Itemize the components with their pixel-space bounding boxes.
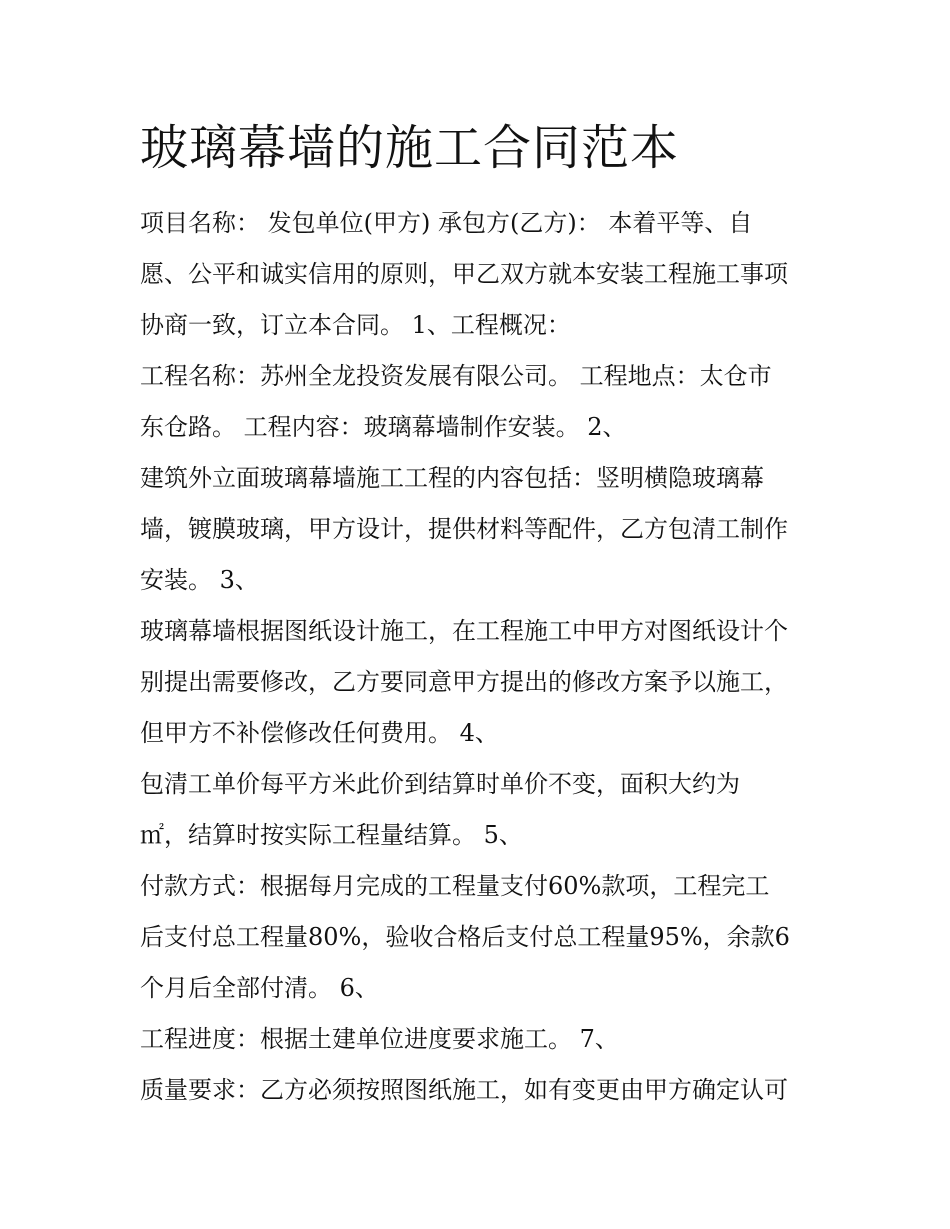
body-line: 包清工单价每平方米此价到结算时单价不变，面积大约为 [140,770,740,798]
document-body [140,198,820,1116]
body-line: 个月后全部付清。 6、 [140,974,379,1002]
body-line: 但甲方不补偿修改任何费用。 4、 [140,719,499,747]
body-line: 后支付总工程量80%，验收合格后支付总工程量95%，余款6 [140,923,790,951]
body-line: 东仓路。 工程内容：玻璃幕墙制作安装。 2、 [140,413,627,441]
body-line: 玻璃幕墙根据图纸设计施工，在工程施工中甲方对图纸设计个 [140,617,788,645]
body-line: 建筑外立面玻璃幕墙施工工程的内容包括：竖明横隐玻璃幕 [140,464,764,492]
body-line: 质量要求：乙方必须按照图纸施工，如有变更由甲方确定认可 [140,1076,788,1104]
body-line: 工程名称：苏州全龙投资发展有限公司。 工程地点：太仓市 [140,362,772,390]
body-line: 协商一致，订立本合同。 1、工程概况： [140,311,571,339]
body-line: 付款方式：根据每月完成的工程量支付60%款项，工程完工 [140,872,770,900]
body-line: 别提出需要修改，乙方要同意甲方提出的修改方案予以施工， [140,668,788,696]
body-line: 愿、公平和诚实信用的原则，甲乙双方就本安装工程施工事项 [140,260,788,288]
body-line: 项目名称： 发包单位(甲方) 承包方(乙方)： 本着平等、自 [140,209,753,237]
body-line: 墙，镀膜玻璃，甲方设计，提供材料等配件，乙方包清工制作 [140,515,788,543]
body-line: ㎡，结算时按实际工程量结算。 5、 [140,821,523,849]
document-title: 玻璃幕墙的施工合同范本 [140,120,680,176]
body-line: 安装。 3、 [140,566,259,594]
body-line: 工程进度：根据土建单位进度要求施工。 7、 [140,1025,619,1053]
